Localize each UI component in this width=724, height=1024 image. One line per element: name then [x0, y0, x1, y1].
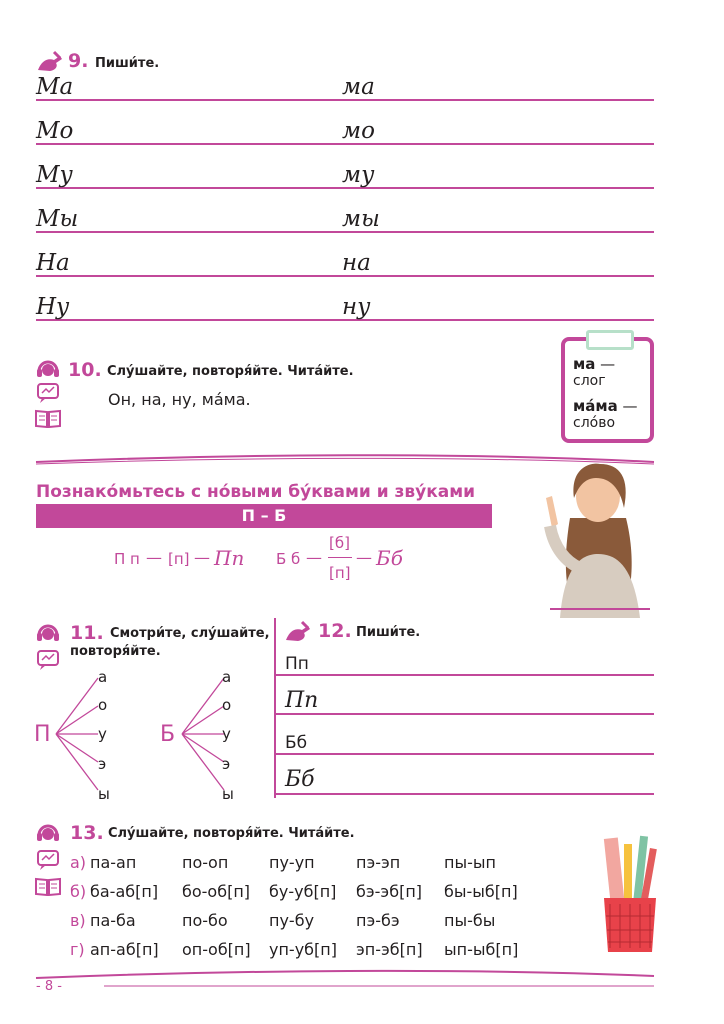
- formula-p-sound: [п]: [168, 550, 190, 568]
- page-number: - 8 -: [36, 979, 62, 994]
- ex11-number: 11.: [70, 622, 104, 644]
- note-word-label: сло́во: [573, 415, 616, 431]
- ex13-item: оп-об[п]: [182, 940, 251, 959]
- writing-hand-icon: [36, 50, 64, 74]
- footer-divider: [34, 966, 658, 990]
- ex11-letter-p: П: [34, 722, 51, 747]
- formula-b-script: Бб: [376, 546, 403, 570]
- ex9-row-right: ма: [342, 74, 375, 100]
- ex9-row-left: Ма: [36, 74, 74, 100]
- ex11-vowel: э: [222, 755, 231, 773]
- formula-dash: —: [146, 548, 162, 567]
- open-book-icon: [35, 408, 61, 428]
- formula-p-print: П п: [114, 550, 140, 568]
- section-letters: П – Б: [241, 506, 287, 525]
- note-clip: [586, 330, 634, 350]
- ex12-number: 12.: [318, 620, 352, 642]
- listen-headphones-icon: [36, 621, 60, 643]
- ex11-vowel: э: [98, 755, 107, 773]
- ex11-vowel: у: [98, 725, 107, 743]
- column-divider: [274, 618, 276, 798]
- formula-dash: —: [356, 548, 372, 567]
- ex9-row-right: ну: [342, 294, 371, 320]
- ex13-item: эп-эб[п]: [356, 940, 423, 959]
- ex13-item: пу-уп: [269, 853, 315, 872]
- ex11-vowel: о: [222, 696, 232, 714]
- ex12-print-b: Бб: [285, 733, 308, 753]
- speak-bubble-icon: [36, 849, 60, 871]
- ex13-item: пэ-бэ: [356, 911, 400, 930]
- ex11-vowel: о: [98, 696, 108, 714]
- ex13-item: по-оп: [182, 853, 229, 872]
- ex11-vowel: ы: [98, 785, 110, 803]
- ex13-item: бэ-эб[п]: [356, 882, 423, 901]
- speak-bubble-icon: [36, 649, 60, 671]
- girl-pointing-illustration: [540, 458, 656, 618]
- ex12-print-p: Пп: [285, 654, 309, 674]
- ex13-item: ба-аб[п]: [90, 882, 159, 901]
- ex13-item: по-бо: [182, 911, 228, 930]
- open-book-icon: [35, 876, 61, 896]
- ex13-row-label: г): [70, 940, 85, 959]
- ex13-item: па-ба: [90, 911, 136, 930]
- note-word-text: ма́ма: [573, 397, 618, 415]
- pencil-cup-illustration: [600, 830, 660, 954]
- ex10-number: 10.: [68, 359, 102, 381]
- formula-p-script: Пп: [214, 546, 245, 570]
- ex13-item: бу-уб[п]: [269, 882, 337, 901]
- ex11-vowel: у: [222, 725, 231, 743]
- ex13-item: пы-ып: [444, 853, 496, 872]
- listen-headphones-icon: [36, 821, 60, 843]
- formula-dash: —: [194, 548, 210, 567]
- ex9-instruction: Пиши́те.: [95, 56, 160, 71]
- ex13-item: ып-ыб[п]: [444, 940, 519, 959]
- ex9-row-left: Мо: [36, 118, 74, 144]
- ex13-row-label: б): [70, 882, 87, 901]
- ex12-instruction: Пиши́те.: [356, 625, 421, 640]
- speak-bubble-icon: [36, 382, 60, 404]
- ex11-fan-lines-p: [54, 670, 107, 800]
- ex13-instruction: Слу́шайте, повторя́йте. Чита́йте.: [108, 826, 355, 841]
- formula-b-sound-2: [п]: [329, 564, 351, 582]
- ex12-script-p: Пп: [285, 688, 319, 713]
- ex10-text: Он, на, ну, ма́ма.: [108, 390, 251, 409]
- ex9-number: 9.: [68, 50, 89, 72]
- ex13-item: пы-бы: [444, 911, 496, 930]
- ex9-row-left: Мы: [36, 206, 79, 232]
- ex11-vowel: а: [222, 668, 232, 686]
- ex13-row-label: в): [70, 911, 86, 930]
- note-word: [573, 397, 638, 415]
- ex9-row-right: мо: [342, 118, 375, 144]
- ex13-item: пэ-эп: [356, 853, 401, 872]
- ex13-item: па-ап: [90, 853, 137, 872]
- note-syllable-word: ма: [573, 355, 596, 373]
- formula-fraction-bar: [328, 557, 352, 558]
- listen-headphones-icon: [36, 357, 60, 379]
- ex10-instruction: Слу́шайте, повторя́йте. Чита́йте.: [107, 364, 354, 379]
- note-syllable-label: слог: [573, 373, 606, 389]
- formula-b-print: Б б: [276, 550, 301, 568]
- ex9-row-right: мы: [342, 206, 380, 232]
- ex9-row-right: му: [342, 162, 375, 188]
- formula-dash: —: [306, 548, 322, 567]
- writing-hand-icon: [284, 620, 312, 644]
- ex13-row-label: а): [70, 853, 87, 872]
- ex13-item: уп-уб[п]: [269, 940, 337, 959]
- ex11-instruction-line2: повторя́йте.: [70, 644, 161, 659]
- section-title: Познако́мьтесь с но́выми бу́квами и зву́ками: [36, 482, 476, 502]
- formula-b-sound-1: [б]: [329, 534, 350, 552]
- ex9-row-right: на: [342, 250, 371, 276]
- ex13-number: 13.: [70, 822, 104, 844]
- ex11-vowel: ы: [222, 785, 234, 803]
- ex13-item: бо-об[п]: [182, 882, 251, 901]
- note-syllable: [573, 355, 615, 373]
- ex9-row-left: На: [36, 250, 70, 276]
- ex12-script-b: Бб: [285, 767, 315, 792]
- ex11-instruction-line1: Смотри́те, слу́шайте,: [110, 626, 270, 641]
- ex13-item: бы-ыб[п]: [444, 882, 518, 901]
- ex11-letter-b: Б: [160, 722, 176, 747]
- ex9-row-left: Му: [36, 162, 73, 188]
- ex13-item: пу-бу: [269, 911, 315, 930]
- ex11-vowel: а: [98, 668, 108, 686]
- ex9-row-left: Ну: [36, 294, 70, 320]
- note-dash: —: [600, 355, 616, 373]
- ex13-item: ап-аб[п]: [90, 940, 159, 959]
- note-dash: —: [622, 397, 638, 415]
